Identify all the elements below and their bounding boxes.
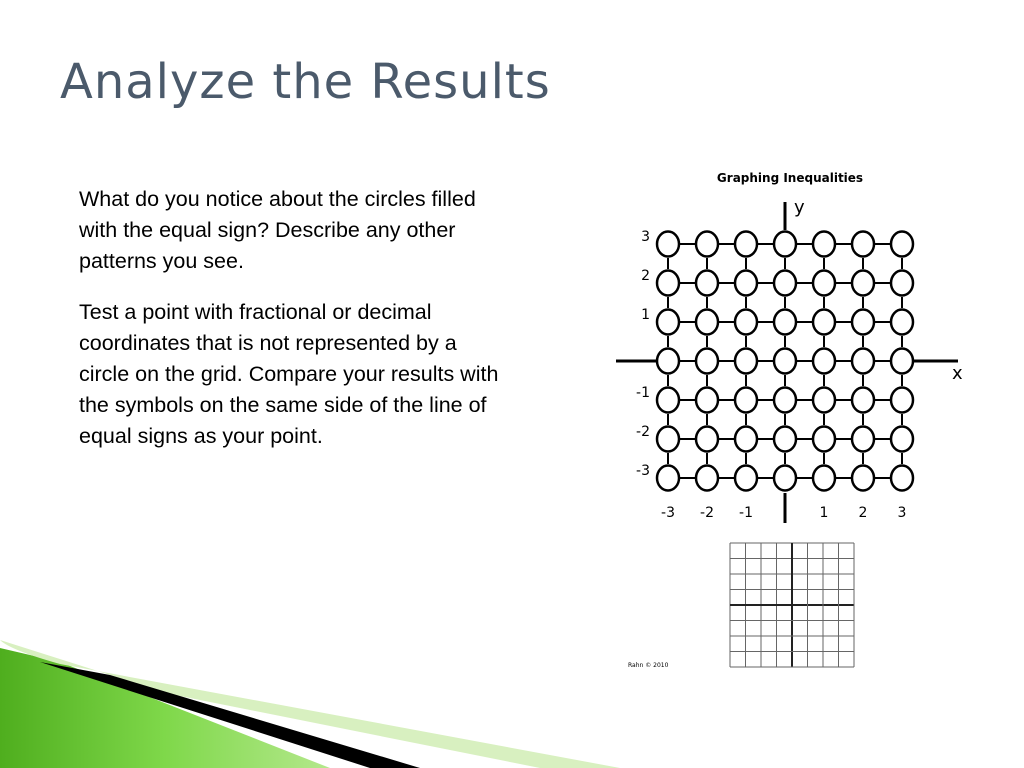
green-swoosh-band: [0, 648, 330, 768]
grid-circle: [891, 427, 913, 452]
paragraph-test-point-instructions: Test a point with fractional or decimal coordinates that is not represented by a circle on the grid. Compare your results with the symbols on the same side of the line of equal signs as your point.: [79, 300, 499, 448]
grid-circle: [735, 232, 757, 257]
grid-circle: [774, 388, 796, 413]
grid-circle: [657, 232, 679, 257]
grid-circle: [657, 427, 679, 452]
figure-credit: Rahn © 2010: [628, 662, 669, 669]
grid-circle: [696, 271, 718, 296]
x-axis-label: x: [952, 363, 963, 384]
graphing-inequalities-figure: [612, 165, 982, 675]
grid-circle: [774, 466, 796, 491]
grid-circle: [657, 310, 679, 335]
grid-circle: [813, 271, 835, 296]
grid-circle: [891, 388, 913, 413]
figure-canvas: [612, 165, 982, 675]
y-tick-label: 3: [641, 229, 650, 245]
x-tick-label: -1: [739, 505, 753, 521]
paragraph-patterns-question: What do you notice about the circles filled with the equal sign? Describe any other patterns you see.: [79, 187, 476, 273]
grid-circle: [813, 310, 835, 335]
x-tick-label: -2: [700, 505, 714, 521]
grid-circle: [735, 466, 757, 491]
grid-circle: [852, 388, 874, 413]
grid-circle: [813, 232, 835, 257]
grid-circle: [696, 310, 718, 335]
grid-circle: [891, 349, 913, 374]
grid-circle: [813, 349, 835, 374]
grid-circle: [735, 388, 757, 413]
grid-circle: [852, 310, 874, 335]
grid-circle: [774, 349, 796, 374]
grid-circle: [657, 388, 679, 413]
light-green-swoosh-band: [0, 640, 620, 768]
slide-body: [79, 184, 509, 472]
grid-circle: [891, 466, 913, 491]
grid-circle: [774, 310, 796, 335]
grid-circle: [657, 349, 679, 374]
grid-circle: [735, 271, 757, 296]
y-tick-label: -3: [636, 463, 650, 479]
grid-circle: [657, 466, 679, 491]
grid-circle: [696, 388, 718, 413]
grid-circle: [852, 271, 874, 296]
grid-circle: [696, 232, 718, 257]
y-tick-label: 2: [641, 268, 650, 284]
grid-circle: [852, 466, 874, 491]
y-axis-label: y: [794, 197, 805, 218]
grid-circle: [852, 232, 874, 257]
grid-circle: [852, 427, 874, 452]
circle-grid: [657, 232, 913, 491]
grid-circle: [696, 466, 718, 491]
grid-circle: [735, 310, 757, 335]
grid-circle: [891, 271, 913, 296]
grid-circle: [852, 349, 874, 374]
grid-circle: [735, 349, 757, 374]
x-tick-label: 2: [858, 505, 868, 521]
grid-circle: [891, 232, 913, 257]
x-tick-label: -3: [661, 505, 675, 521]
grid-circle: [891, 310, 913, 335]
grid-circle: [813, 427, 835, 452]
grid-circle: [774, 427, 796, 452]
x-tick-label: 3: [897, 505, 907, 521]
grid-circle: [735, 427, 757, 452]
x-tick-label: 1: [819, 505, 829, 521]
y-tick-label: -1: [636, 385, 650, 401]
grid-circle: [696, 349, 718, 374]
grid-circle: [774, 232, 796, 257]
black-swoosh-stripe: [40, 662, 420, 768]
figure-heading: Graphing Inequalities: [716, 171, 864, 185]
grid-circle: [657, 271, 679, 296]
blank-graph-grid: [730, 543, 854, 667]
y-tick-label: -2: [636, 424, 650, 440]
grid-circle: [774, 271, 796, 296]
slide-title: Analyze the Results: [60, 54, 551, 110]
grid-circle: [696, 427, 718, 452]
grid-circle: [813, 466, 835, 491]
y-tick-label: 1: [641, 307, 650, 323]
grid-circle: [813, 388, 835, 413]
